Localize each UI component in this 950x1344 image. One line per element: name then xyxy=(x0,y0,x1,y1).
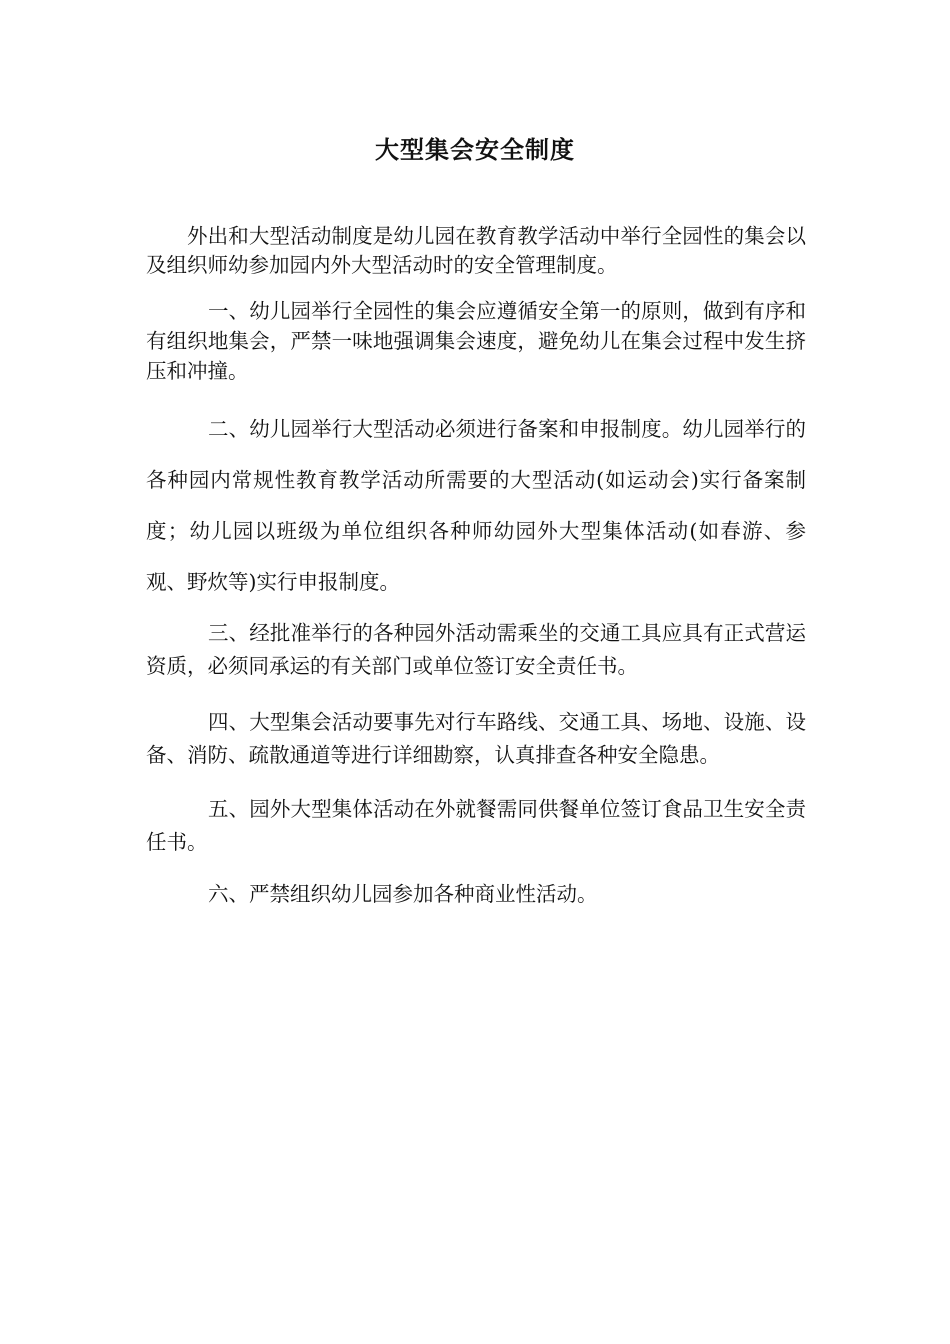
paragraph-1: 一、幼儿园举行全园性的集会应遵循安全第一的原则，做到有序和有组织地集会，严禁一味地强调集会速度，避免幼儿在集会过程中发生挤压和冲撞。 xyxy=(146,299,806,383)
paragraph-3: 三、经批准举行的各种园外活动需乘坐的交通工具应具有正式营运资质，必须同承运的有关部门或单位签订安全责任书。 xyxy=(146,621,806,678)
paragraph-2: 二、幼儿园举行大型活动必须进行备案和申报制度。幼儿园举行的各种园内常规性教育教学活动所需要的大型活动(如运动会)实行备案制度；幼儿园以班级为单位组织各种师幼园外大型集体活动(如春游、参观、野炊等)实行申报制度。 xyxy=(146,417,806,594)
document-title: 大型集会安全制度 xyxy=(375,135,575,164)
paragraph-5: 五、园外大型集体活动在外就餐需同供餐单位签订食品卫生安全责任书。 xyxy=(146,797,806,854)
paragraph-6: 六、严禁组织幼儿园参加各种商业性活动。 xyxy=(208,882,598,906)
intro-paragraph: 外出和大型活动制度是幼儿园在教育教学活动中举行全园性的集会以及组织师幼参加园内外大型活动时的安全管理制度。 xyxy=(146,224,806,277)
paragraph-4: 四、大型集会活动要事先对行车路线、交通工具、场地、设施、设备、消防、疏散通道等进行详细勘察，认真排查各种安全隐患。 xyxy=(146,710,806,767)
